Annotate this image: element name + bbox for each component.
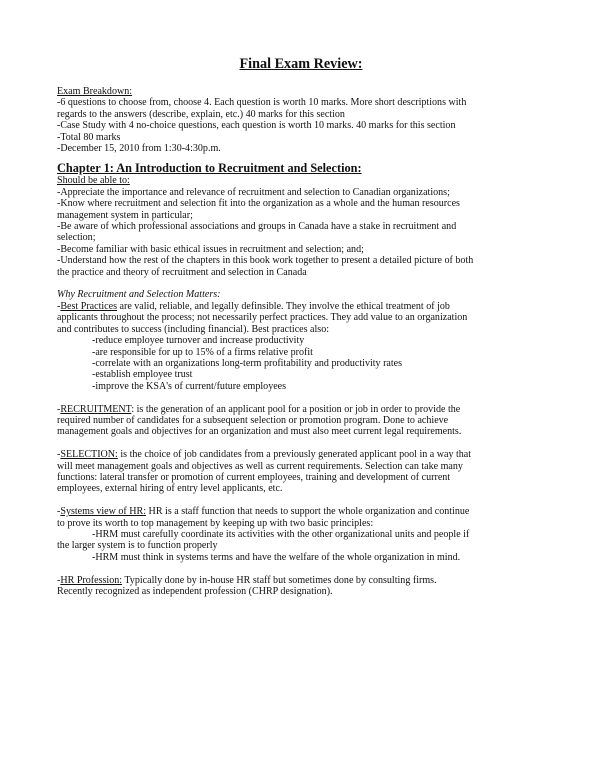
text-line: -Be aware of which professional associations and groups in Canada have a stake in recruitment and [57, 221, 457, 233]
text-line: -SELECTION: is the choice of job candidates from a previously generated applicant pool in a way that [57, 449, 472, 461]
text-line: management goals and objectives for an organization and must also meet current legal requirements. [57, 426, 462, 438]
list-item: -HRM must think in systems terms and have the welfare of the whole organization in mind. [92, 551, 461, 563]
text-line: -Case Study with 4 no-choice questions, each question is worth 10 marks. 40 marks for this section [57, 120, 456, 132]
why-section [57, 289, 545, 392]
exam-breakdown-heading: Exam Breakdown: [57, 86, 133, 97]
list-item: -establish employee trust [92, 369, 193, 381]
text-line: -Understand how the rest of the chapters in this book work together to present a detailed picture of both [57, 255, 474, 267]
best-practices-term: Best Practices [60, 300, 117, 312]
text-line: -Know where recruitment and selection fit into the organization as a whole and the human resources [57, 198, 460, 210]
text-line: management system in particular; [57, 209, 193, 221]
text-line: -Systems view of HR: HR is a staff function that needs to support the whole organization and continue [57, 506, 470, 518]
text-line: will meet management goals and objectives as well as current requirements. Selection can take many [57, 460, 463, 472]
text-line: required number of candidates for a subsequent selection or promotion program. Done to achieve [57, 414, 449, 426]
list-item: -correlate with an organizations long-term profitability and productivity rates [92, 357, 403, 369]
text-line: applicants throughout the process; not necessarily perfect practices. They add value to an organization [57, 312, 468, 324]
text-line: the practice and theory of recruitment and selection in Canada [57, 266, 307, 278]
text-line: -Appreciate the importance and relevance of recruitment and selection to Canadian organizations; [57, 186, 450, 198]
exam-breakdown-section [57, 86, 545, 154]
document-page [57, 56, 545, 597]
selection-text: is the choice of job candidates from a previously generated applicant pool in a way that [117, 449, 472, 461]
text-line: regards to the answers (describe, explain, etc.) 40 marks for this section [57, 108, 345, 120]
selection-section [57, 449, 545, 495]
selection-term: SELECTION: [60, 449, 118, 461]
systems-view-section [57, 506, 545, 563]
list-item: -are responsible for up to 15% of a firms relative profit [92, 346, 313, 358]
text-line: -6 questions to choose from, choose 4. Each question is worth 10 marks. More short descriptions with [57, 97, 467, 109]
list-item: -reduce employee turnover and increase productivity [92, 335, 305, 347]
best-practices-text: are valid, reliable, and legally definsible. They involve the ethical treatment of job [117, 300, 450, 312]
spacer [57, 563, 545, 574]
text-line: the larger system is to function properly [57, 540, 218, 552]
chapter-1-subheading: Should be able to: [57, 175, 130, 187]
recruitment-term: RECRUITMENT [60, 403, 132, 415]
text-line: to prove its worth to top management by keeping up with two basic principles: [57, 517, 374, 529]
hr-profession-term: HR Profession: [60, 574, 123, 586]
systems-view-text: HR is a staff function that needs to support the whole organization and continue [146, 506, 470, 518]
hr-profession-section [57, 575, 545, 598]
text-line: functions: lateral transfer or promotion of current employees, training and development of current [57, 471, 451, 483]
spacer [57, 392, 545, 403]
text-line: -Become familiar with basic ethical issues in recruitment and selection; and; [57, 243, 364, 255]
text-line: -HR Profession: Typically done by in-house HR staff but sometimes done by consulting firms. [57, 574, 437, 586]
chapter-1-heading: Chapter 1: An Introduction to Recruitment and Selection: [57, 161, 362, 176]
list-item: -HRM must carefully coordinate its activities with the other organizational units and people if [92, 528, 470, 540]
text-line: -Total 80 marks [57, 131, 121, 143]
text-line: employees, external hiring of entry level applicants, etc. [57, 483, 283, 495]
text-line: selection; [57, 232, 96, 244]
text-line: -RECRUITMENT: is the generation of an applicant pool for a position or job in order to provide the [57, 403, 461, 415]
text-line: -December 15, 2010 from 1:30-4:30p.m. [57, 143, 221, 155]
why-heading: Why Recruitment and Selection Matters: [57, 289, 221, 301]
spacer [57, 495, 545, 506]
text-line: -Best Practices are valid, reliable, and legally definsible. They involve the ethical treatment of job [57, 300, 450, 312]
systems-view-term: Systems view of HR: [60, 506, 147, 518]
text-line: Recently recognized as independent profession (CHRP designation). [57, 585, 333, 597]
page-title: Final Exam Review: [239, 56, 363, 72]
spacer [57, 278, 545, 289]
recruitment-text: : is the generation of an applicant pool for a position or job in order to provide the [131, 403, 461, 415]
chapter-1-section [57, 161, 545, 278]
text-line: and contributes to success (including financial). Best practices also: [57, 323, 330, 335]
list-item: -improve the KSA's of current/future employees [92, 380, 287, 392]
hr-profession-text: Typically done by in-house HR staff but sometimes done by consulting firms. [122, 574, 437, 586]
spacer [57, 438, 545, 449]
recruitment-section [57, 404, 545, 438]
